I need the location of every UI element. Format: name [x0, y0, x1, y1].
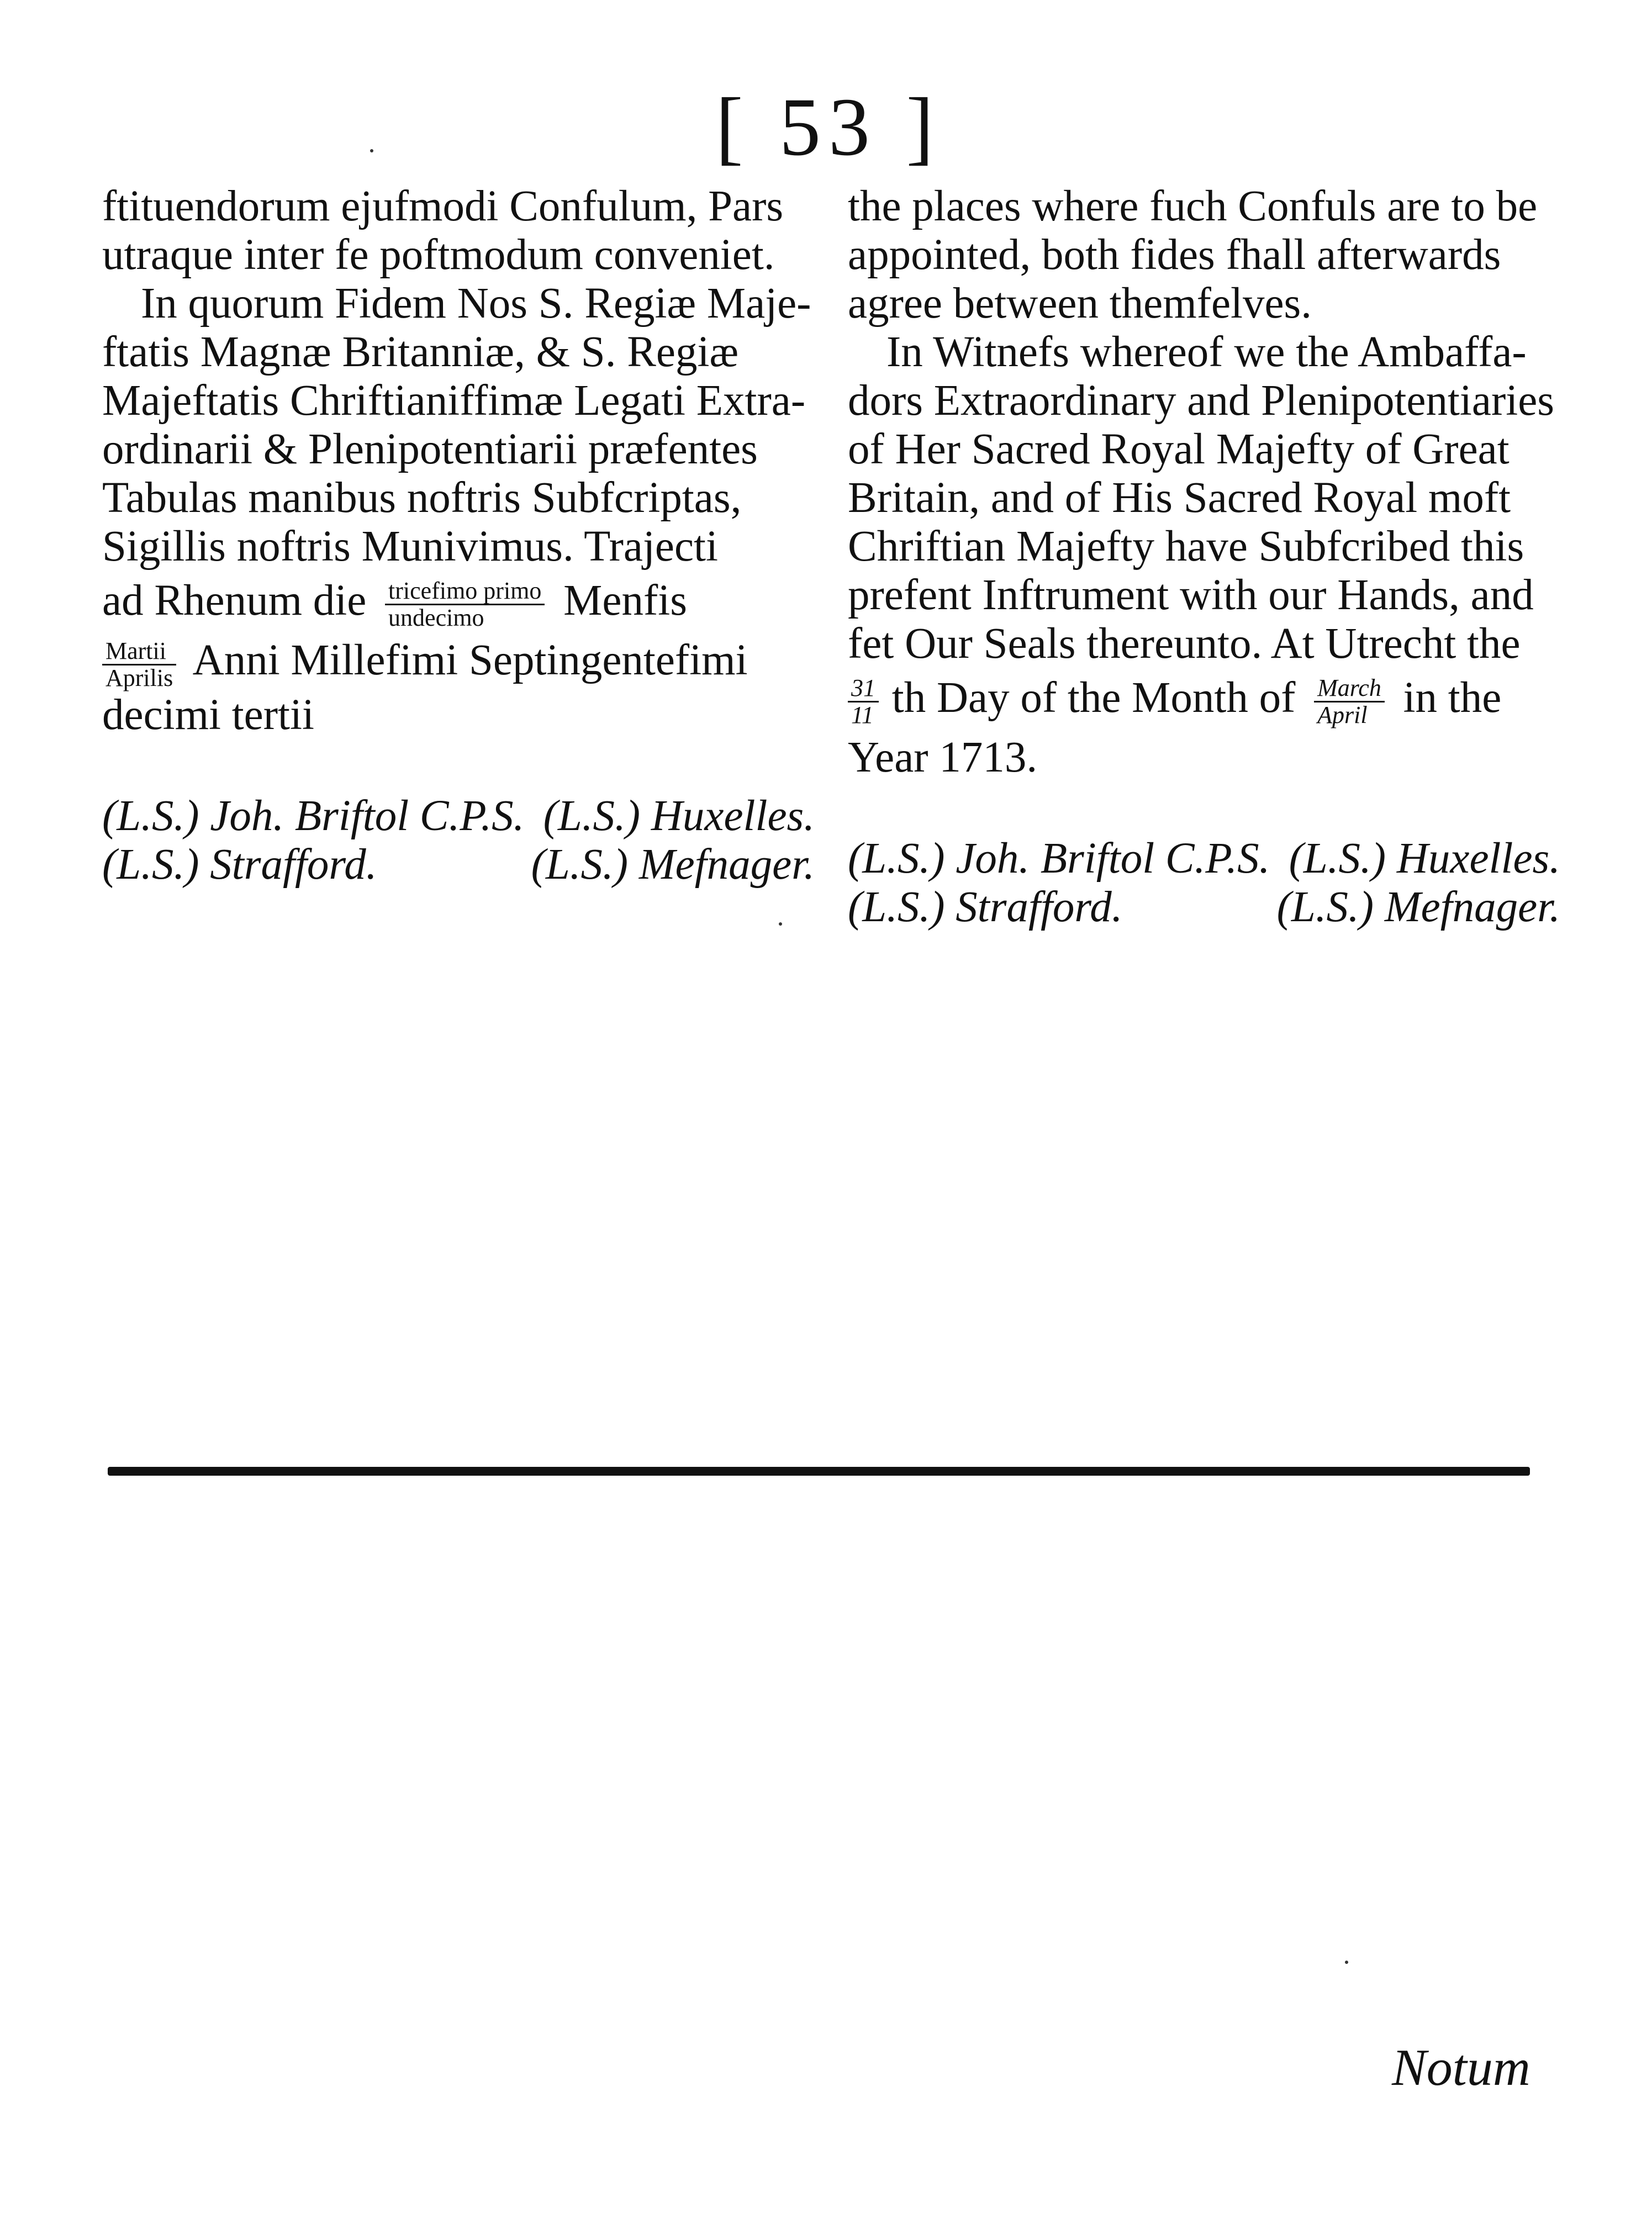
text-line: utraque inter fe poftmodum conveniet. — [102, 231, 775, 279]
date-line-end: Menfis — [563, 577, 687, 625]
text-line: Chriftian Majefty have Subfcribed this — [848, 522, 1524, 571]
signature-row — [102, 841, 815, 889]
text-line: ordinarii & Plenipotentiarii præfentes — [102, 425, 758, 473]
ink-speck — [370, 149, 373, 152]
year-line-text: Anni Millefimi Septingentefimi — [192, 636, 748, 685]
day-fraction — [385, 578, 545, 631]
date-line-start: ad Rhenum die — [102, 577, 367, 625]
text-line: Tabulas manibus noftris Subfcriptas, — [102, 474, 742, 522]
latin-paragraph-2 — [102, 279, 815, 740]
english-column — [848, 182, 1560, 932]
signature-bristol: (L.S.) Joh. Briftol C.P.S. — [102, 791, 525, 840]
text-line: agree between themfelves. — [848, 279, 1312, 328]
day-month-line — [848, 674, 1560, 728]
text-line: fet Our Seals thereunto. At Utrecht the — [848, 620, 1521, 668]
text-line: appointed, both fides fhall afterwards — [848, 231, 1501, 279]
signature-mesnager: (L.S.) Mefnager. — [531, 840, 815, 889]
ink-speck — [779, 922, 782, 926]
english-signatures — [848, 834, 1560, 932]
text-line: ftatis Magnæ Britanniæ, & S. Regiæ — [102, 328, 739, 376]
signature-bristol: (L.S.) Joh. Briftol C.P.S. — [848, 834, 1270, 883]
day-fraction-bottom: 11 — [851, 701, 874, 729]
signature-row — [102, 792, 815, 841]
text-line: the places where fuch Confuls are to be — [848, 182, 1538, 230]
signature-strafford: (L.S.) Strafford. — [848, 883, 1123, 932]
day-fraction — [848, 675, 879, 728]
text-line: ftituendorum ejufmodi Confulum, Pars — [102, 182, 784, 230]
day-line-text: th Day of the Month of — [891, 674, 1296, 722]
year-line — [102, 636, 815, 690]
text-line: decimi tertii — [102, 690, 314, 739]
day-fraction-bottom: undecimo — [388, 604, 484, 632]
day-fraction-top: tricefimo primo — [385, 578, 545, 605]
signature-strafford: (L.S.) Strafford. — [102, 840, 377, 889]
text-line: of Her Sacred Royal Majefty of Great — [848, 425, 1510, 473]
signature-huxelles: (L.S.) Huxelles. — [1289, 834, 1560, 883]
ink-speck — [1345, 1961, 1348, 1964]
catchword: Notum — [1392, 2039, 1530, 2096]
latin-paragraph-1 — [102, 182, 815, 279]
latin-signatures — [102, 792, 815, 889]
day-line-end: in the — [1403, 674, 1502, 722]
month-fraction — [102, 638, 176, 691]
english-paragraph-1 — [848, 182, 1560, 328]
text-line: In quorum Fidem Nos S. Regiæ Maje- — [141, 279, 811, 328]
latin-column — [102, 182, 815, 889]
date-line — [102, 577, 815, 631]
text-line: Sigillis noftris Munivimus. Trajecti — [102, 522, 718, 571]
month-fraction — [1314, 675, 1385, 728]
page-number: [ 53 ] — [715, 81, 942, 173]
day-fraction-top: 31 — [848, 675, 879, 702]
signature-row — [848, 834, 1560, 883]
text-line: In Witnefs whereof we the Ambaffa- — [886, 328, 1527, 376]
text-line: dors Extraordinary and Plenipotentiaries — [848, 377, 1555, 425]
month-fraction-bottom: April — [1317, 701, 1368, 729]
signature-mesnager: (L.S.) Mefnager. — [1276, 883, 1560, 932]
month-fraction-top: Martii — [102, 638, 176, 665]
signature-huxelles: (L.S.) Huxelles. — [543, 791, 815, 840]
text-line: Britain, and of His Sacred Royal moft — [848, 474, 1511, 522]
month-fraction-bottom: Aprilis — [105, 664, 173, 691]
text-line: prefent Inftrument with our Hands, and — [848, 571, 1534, 619]
text-line: Year 1713. — [848, 733, 1038, 782]
english-paragraph-2 — [848, 328, 1560, 782]
horizontal-rule — [108, 1467, 1530, 1476]
month-fraction-top: March — [1314, 675, 1385, 702]
signature-row — [848, 883, 1560, 932]
text-line: Majeftatis Chriftianiffimæ Legati Extra- — [102, 377, 806, 425]
